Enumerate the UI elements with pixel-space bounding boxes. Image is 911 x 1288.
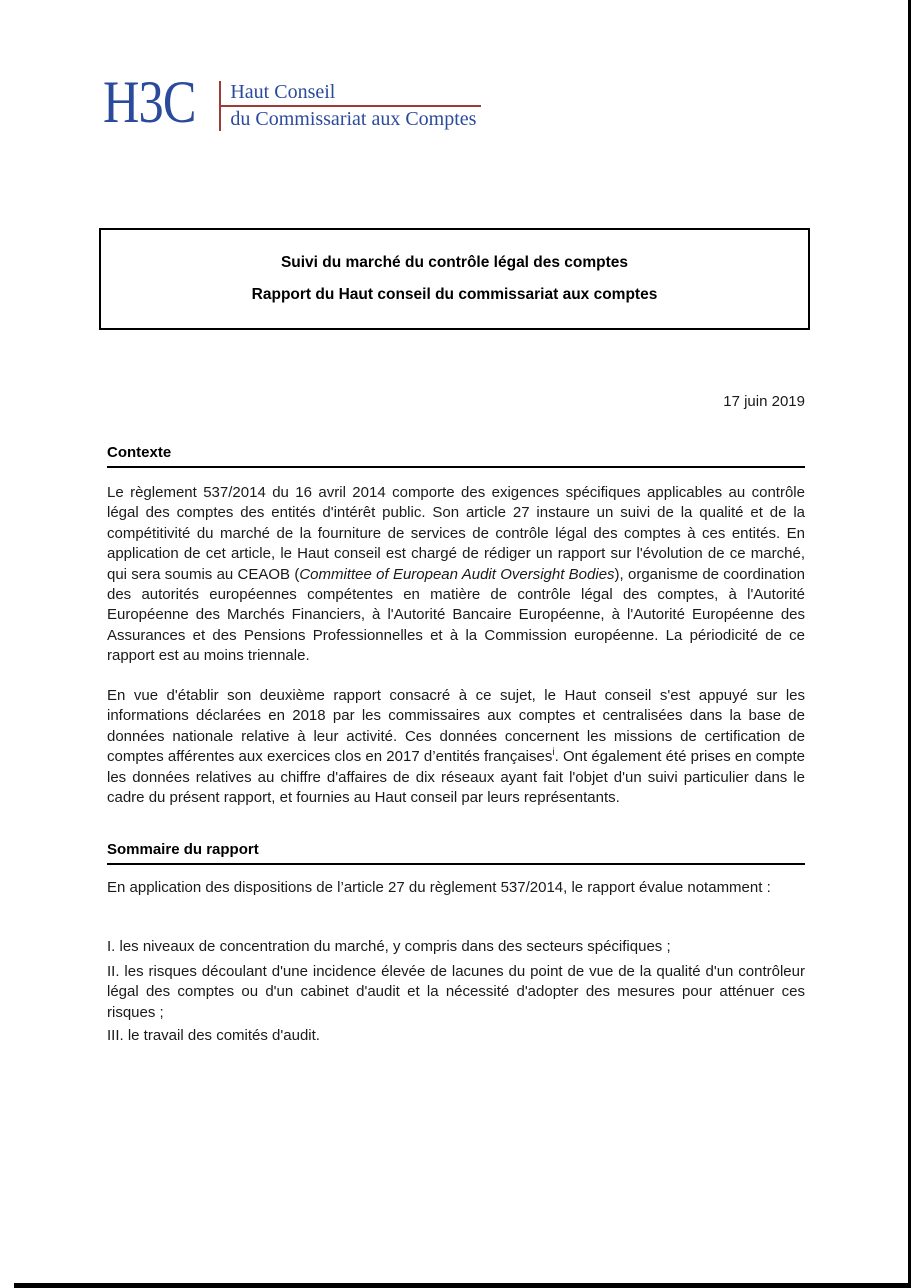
page-edge-bottom [14, 1283, 911, 1288]
contexte-paragraph-1 [107, 483, 805, 667]
h3c-monogram: H3C [103, 69, 196, 135]
contexte-p1-text-after: ), organisme de coordination des autorités européennes compétentes en matière de contrôle légal des comptes, à l'Autorité Européenne des Marchés Financiers, à l'Autorité Bancaire Européenne, à l'Autorité Européenne des Assurances et des Pensions Professionnelles et à la Commission européenne. La périodicité de ce rapport est au moins triennale. [107, 565, 806, 665]
contexte-p2-text-after: . Ont également été prises en compte les données relatives au chiffre d'affaires de dix réseaux ayant fait l'objet d'un suivi particulier dans le cadre du présent rapport, et fournies au Haut conseil par leurs représentants. [107, 748, 805, 807]
contexte-p2-text-before: En vue d'établir son deuxième rapport consacré à ce sujet, le Haut conseil s'est appuyé sur les informations déclarées en 2018 par les commissaires aux comptes et centralisées dans la base de données nationale relative à leur activité. Ces données concernent les missions de certification de comptes afférentes aux exercices clos en 2017 d’entités françaises [107, 687, 805, 766]
contexte-p1-text-before: Le règlement 537/2014 du 16 avril 2014 comporte des exigences spécifiques applicables au contrôle légal des comptes des entités d'intérêt public. Son article 27 instaure un suivi de la qualité et de la compétitivité du marché de la fourniture de services de contrôle légal des comptes à ces entités. En application de cet article, le Haut conseil est chargé de rédiger un rapport sur l'évolution de ce marché, qui sera soumis au CEAOB ( [107, 484, 805, 583]
contexte-p1-italic: Committee of European Audit Oversight Bodies [299, 565, 615, 583]
sommaire-item-3: III. le travail des comités d'audit. [107, 1027, 320, 1044]
logo-maroon-rule [219, 105, 481, 107]
footnote-marker: i [552, 747, 555, 759]
report-title-line1: Suivi du marché du contrôle légal des comptes [280, 254, 629, 271]
logo-name-block [219, 81, 481, 131]
logo-name-line1: Haut Conseil [230, 81, 336, 103]
sommaire-heading: Sommaire du rapport [107, 841, 805, 865]
contexte-heading: Contexte [107, 444, 805, 468]
contexte-paragraph-2 [107, 686, 805, 808]
document-date: 17 juin 2019 [723, 393, 805, 410]
report-title-box [99, 228, 810, 330]
h3c-logo [103, 69, 481, 135]
sommaire-item-1: I. les niveaux de concentration du marché, y compris dans des secteurs spécifiques ; [107, 938, 671, 955]
sommaire-item-2: II. les risques découlant d'une incidence élevée de lacunes du point de vue de la qualité d'un contrôleur légal des comptes ou d'un cabinet d'audit et la nécessité d'adopter des mesures pour atténuer ces risques ; [107, 963, 805, 1021]
logo-name-line2: du Commissariat aux Comptes [230, 108, 477, 130]
report-title-line2: Rapport du Haut conseil du commissariat aux comptes [251, 286, 658, 303]
sommaire-intro: En application des dispositions de l’article 27 du règlement 537/2014, le rapport évalue notamment : [107, 879, 771, 896]
